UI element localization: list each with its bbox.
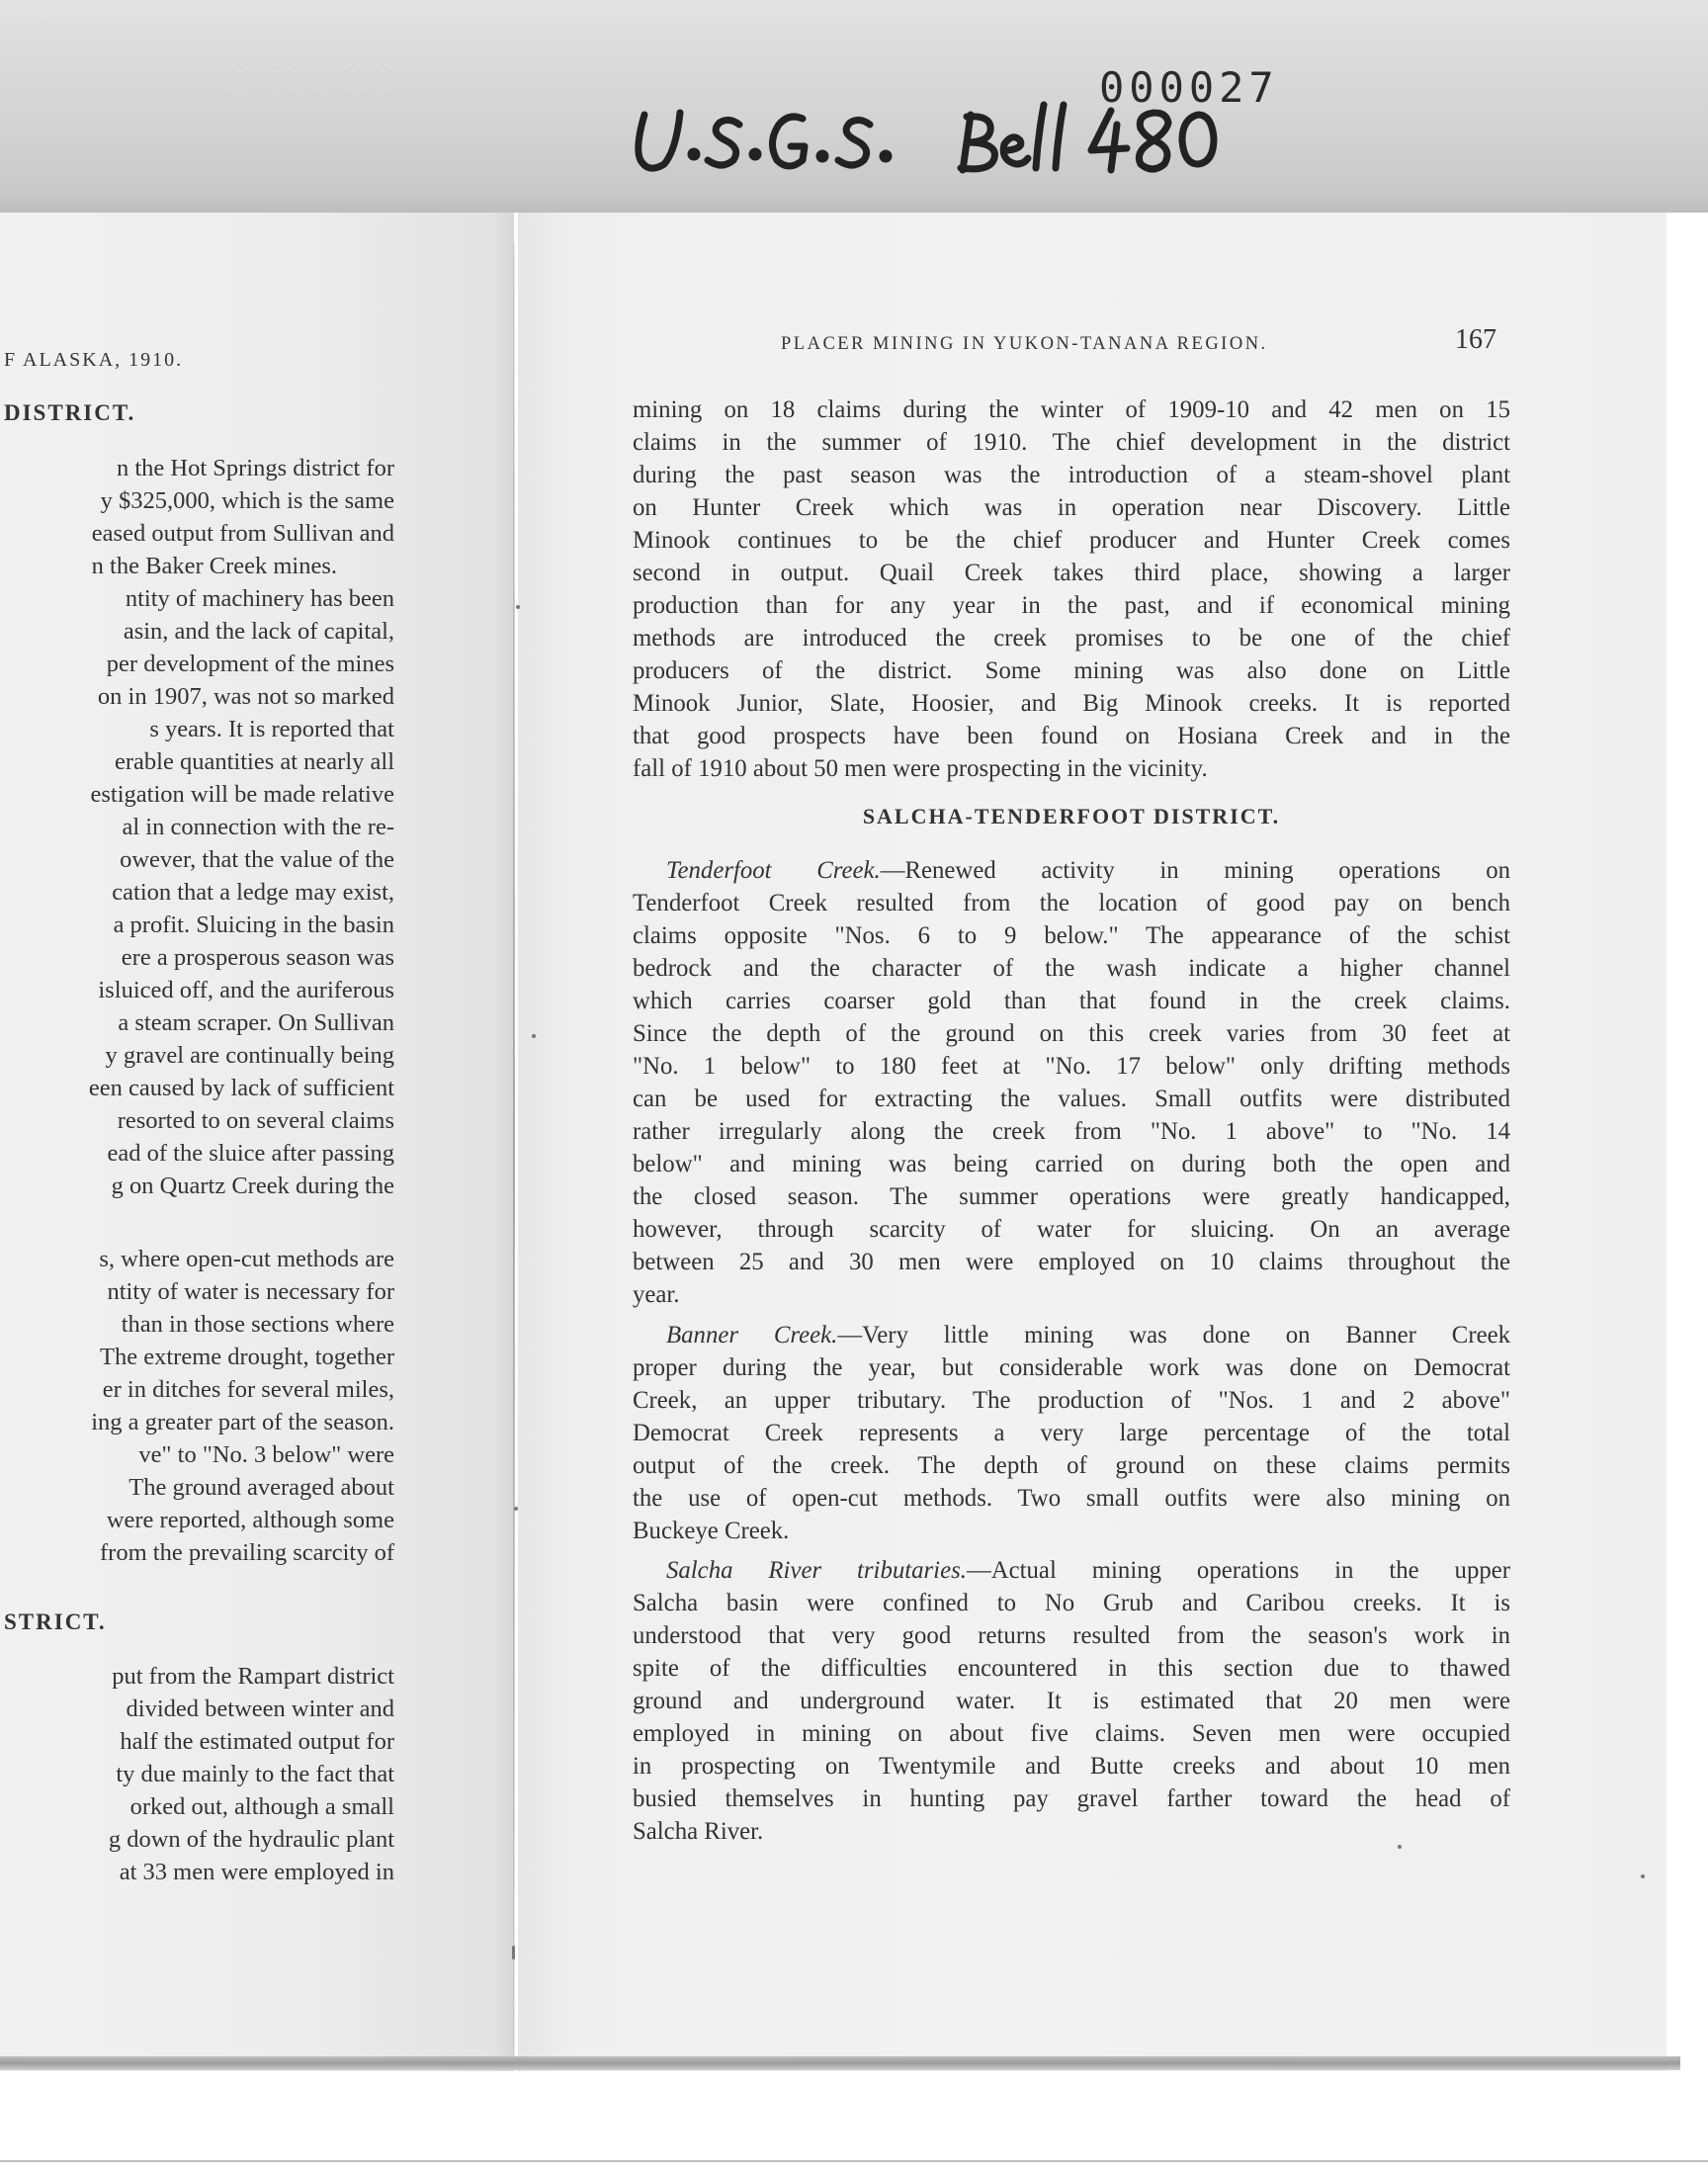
body-line: the use of open-cut methods. Two small outfits were also mining on xyxy=(633,1485,1510,1512)
body-line: can be used for extracting the values. Small outfits were distributed xyxy=(633,1086,1510,1112)
left-line: g down of the hydraulic plant xyxy=(108,1826,394,1853)
tenderfoot-first-line xyxy=(666,854,1510,887)
handwriting-strokes xyxy=(639,105,1214,170)
left-line: from the prevailing scarcity of xyxy=(100,1539,394,1566)
left-line: y gravel are continually being xyxy=(105,1042,394,1069)
book-gutter xyxy=(513,242,515,2061)
body-line: Tenderfoot Creek resulted from the location of good pay on bench xyxy=(633,890,1510,916)
body-line: below" and mining was being carried on during both the open and xyxy=(633,1151,1510,1177)
body-line: employed in mining on about five claims. Seven men were occupied xyxy=(633,1720,1510,1747)
tenderfoot-lead: Tenderfoot Creek. xyxy=(666,857,881,884)
body-line: spite of the difficulties encountered in this section due to thawed xyxy=(633,1655,1510,1682)
left-line: divided between winter and xyxy=(126,1696,394,1722)
left-line: n the Hot Springs district for xyxy=(116,455,394,481)
left-running-header: F ALASKA, 1910. xyxy=(4,349,184,371)
body-line: production than for any year in the past, and if economical mining xyxy=(633,592,1510,619)
left-heading-rampart: STRICT. xyxy=(4,1610,107,1634)
bates-stamp-number: 000027 xyxy=(1099,63,1279,112)
body-line: understood that very good returns resulted from the season's work in xyxy=(633,1622,1510,1649)
banner-first-rest: —Very little mining was done on Banner Creek xyxy=(837,1322,1510,1348)
salcha-first-line xyxy=(666,1554,1510,1587)
body-line: during the past season was the introduction of a steam-shovel plant xyxy=(633,462,1510,488)
left-page xyxy=(0,213,514,2071)
body-line: Salcha basin were confined to No Grub and Caribou creeks. It is xyxy=(633,1590,1510,1616)
left-line: y $325,000, which is the same xyxy=(100,487,394,514)
page-bottom-edge xyxy=(0,2056,1680,2070)
salcha-lead: Salcha River tributaries. xyxy=(666,1557,967,1584)
body-line: Minook continues to be the chief producer and Hunter Creek comes xyxy=(633,527,1510,554)
body-line: ground and underground water. It is estimated that 20 men were xyxy=(633,1688,1510,1714)
left-line: at 33 men were employed in xyxy=(119,1859,394,1885)
scan-speck xyxy=(512,1946,515,1959)
banner-lead: Banner Creek. xyxy=(666,1322,838,1348)
left-line: ing a greater part of the season. xyxy=(91,1409,394,1436)
body-line: bedrock and the character of the wash indicate a higher channel xyxy=(633,955,1510,982)
left-line: erable quantities at nearly all xyxy=(115,748,394,775)
left-line: s years. It is reported that xyxy=(149,716,394,742)
body-line: producers of the district. Some mining was also done on Little xyxy=(633,657,1510,684)
left-line: put from the Rampart district xyxy=(112,1663,394,1690)
left-line: The extreme drought, together xyxy=(100,1344,394,1370)
body-line: mining on 18 claims during the winter of 1909-10 and 42 men on 15 xyxy=(633,396,1510,423)
body-line: Salcha River. xyxy=(633,1818,764,1845)
body-line: that good prospects have been found on Hosiana Creek and in the xyxy=(633,723,1510,749)
salcha-first-rest: —Actual mining operations in the upper xyxy=(966,1557,1511,1584)
tenderfoot-first-rest: —Renewed activity in mining operations on xyxy=(880,857,1510,884)
body-line: claims opposite "Nos. 6 to 9 below." The appearance of the schist xyxy=(633,922,1510,949)
scan-speck xyxy=(514,1507,518,1511)
left-line: eased output from Sullivan and xyxy=(91,520,394,547)
body-line: methods are introduced the creek promises to be one of the chief xyxy=(633,625,1510,652)
body-line: however, through scarcity of water for sluicing. On an average xyxy=(633,1216,1510,1243)
left-line: The ground averaged about xyxy=(128,1474,394,1501)
body-line: which carries coarser gold than that found in the creek claims. xyxy=(633,988,1510,1014)
banner-first-line xyxy=(666,1319,1510,1351)
body-line: Minook Junior, Slate, Hoosier, and Big Minook creeks. It is reported xyxy=(633,690,1510,717)
ghost-bates-number: 000028 xyxy=(222,59,394,103)
scan-bottom-line xyxy=(0,2160,1708,2162)
body-line: the closed season. The summer operations were greatly handicapped, xyxy=(633,1183,1510,1210)
left-line: resorted to on several claims xyxy=(117,1107,394,1134)
handwritten-annotation xyxy=(0,85,1708,194)
left-line: al in connection with the re- xyxy=(122,814,394,840)
left-line: ead of the sluice after passing xyxy=(107,1140,394,1167)
body-line: year. xyxy=(633,1281,680,1308)
body-line: Creek, an upper tributary. The production of "Nos. 1 and 2 above" xyxy=(633,1387,1510,1414)
left-line: ntity of water is necessary for xyxy=(107,1278,394,1305)
left-line: owever, that the value of the xyxy=(120,846,394,873)
left-line: ntity of machinery has been xyxy=(125,585,394,612)
left-line: orked out, although a small xyxy=(129,1793,394,1820)
left-line: g on Quartz Creek during the xyxy=(111,1173,394,1199)
page-number: 167 xyxy=(1455,324,1496,355)
left-line: asin, and the lack of capital, xyxy=(123,618,394,645)
left-line: than in those sections where xyxy=(121,1311,394,1338)
left-line: were reported, although some xyxy=(106,1507,394,1533)
scan-speck xyxy=(1398,1845,1402,1849)
body-line: Since the depth of the ground on this creek varies from 30 feet at xyxy=(633,1020,1510,1047)
section-heading: SALCHA-TENDERFOOT DISTRICT. xyxy=(862,804,1281,828)
body-line: "No. 1 below" to 180 feet at "No. 17 below" only drifting methods xyxy=(633,1053,1510,1080)
body-line: between 25 and 30 men were employed on 10 claims throughout the xyxy=(633,1249,1510,1275)
left-line: a steam scraper. On Sullivan xyxy=(118,1009,394,1036)
left-line: ty due mainly to the fact that xyxy=(116,1761,394,1787)
body-line: Democrat Creek represents a very large percentage of the total xyxy=(633,1420,1510,1446)
left-line: ve" to "No. 3 below" were xyxy=(138,1441,394,1468)
body-line: rather irregularly along the creek from "No. 1 above" to "No. 14 xyxy=(633,1118,1510,1145)
left-line: er in ditches for several miles, xyxy=(102,1376,394,1403)
body-line: on Hunter Creek which was in operation near Discovery. Little xyxy=(633,494,1510,521)
scan-speck xyxy=(532,1034,536,1038)
left-line: een caused by lack of sufficient xyxy=(88,1075,394,1101)
body-line: busied themselves in hunting pay gravel farther toward the head of xyxy=(633,1785,1510,1812)
body-line: claims in the summer of 1910. The chief development in the district xyxy=(633,429,1510,456)
left-line: on in 1907, was not so marked xyxy=(97,683,394,710)
body-line: in prospecting on Twentymile and Butte creeks and about 10 men xyxy=(633,1753,1510,1780)
left-line: per development of the mines xyxy=(106,651,394,677)
left-line: s, where open-cut methods are xyxy=(99,1246,394,1272)
left-line: half the estimated output for xyxy=(120,1728,394,1755)
body-line: Buckeye Creek. xyxy=(633,1518,790,1544)
left-line: n the Baker Creek mines. xyxy=(91,553,337,579)
running-head: PLACER MINING IN YUKON-TANANA REGION. xyxy=(781,334,1268,354)
body-line: proper during the year, but considerable work was done on Democrat xyxy=(633,1354,1510,1381)
left-heading-district: DISTRICT. xyxy=(4,400,136,425)
left-line: estigation will be made relative xyxy=(90,781,394,808)
left-line: cation that a ledge may exist, xyxy=(112,879,394,906)
left-line: isluiced off, and the auriferous xyxy=(98,977,394,1003)
scan-speck xyxy=(516,605,520,609)
body-line: fall of 1910 about 50 men were prospecting in the vicinity. xyxy=(633,755,1208,782)
body-line: second in output. Quail Creek takes third place, showing a larger xyxy=(633,560,1510,586)
scan-speck xyxy=(1641,1874,1645,1878)
left-line: ere a prosperous season was xyxy=(121,944,394,971)
body-line: output of the creek. The depth of ground on these claims permits xyxy=(633,1452,1510,1479)
left-line: a profit. Sluicing in the basin xyxy=(113,912,394,938)
